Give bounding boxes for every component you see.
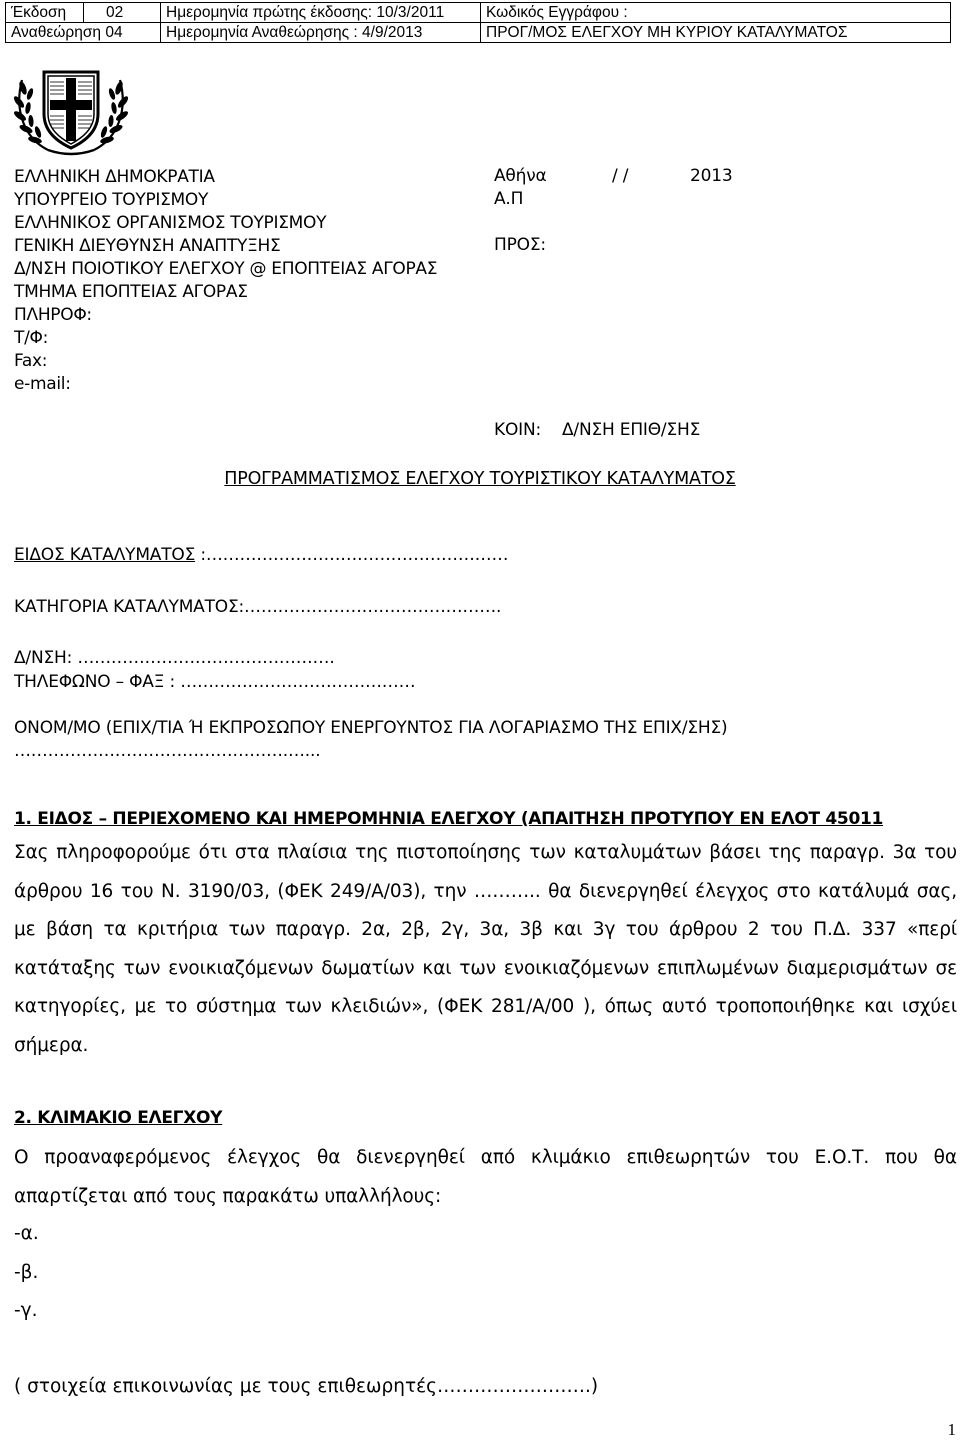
phone-fax-field: ΤΗΛΕΦΩΝΟ – ΦΑΞ : …………………………………… — [14, 672, 416, 692]
sender-line: ΓΕΝΙΚΗ ΔΙΕΥΘΥΝΣΗ ΑΝΑΠΤΥΞΗΣ — [14, 236, 281, 256]
header-row-2 — [6, 23, 951, 43]
cc-label: ΚΟΙΝ: — [494, 420, 541, 440]
address-field: Δ/ΝΣΗ: ………………………………………. — [14, 648, 335, 668]
section-2-heading: 2. ΚΛΙΜΑΚΙΟ ΕΛΕΓΧΟΥ — [14, 1108, 223, 1128]
to-label: ΠΡΟΣ: — [494, 235, 546, 255]
sender-line: ΤΜΗΜΑ ΕΠΟΠΤΕΙΑΣ ΑΓΟΡΑΣ — [14, 282, 248, 302]
sender-line: ΕΛΛΗΝΙΚΟΣ ΟΡΓΑΝΙΣΜΟΣ ΤΟΥΡΙΣΜΟΥ — [14, 213, 327, 233]
inspector-list — [14, 1215, 39, 1331]
cc-value: Δ/ΝΣΗ ΕΠΙΘ/ΣΗΣ — [562, 420, 701, 440]
date-place: Αθήνα — [494, 166, 547, 186]
inspector-item: -γ. — [14, 1300, 38, 1321]
edition-label: Έκδοση — [6, 3, 84, 23]
accommodation-type-label: ΕΙΔΟΣ ΚΑΤΑΛΥΜΑΤΟΣ — [14, 545, 196, 565]
page-number: 1 — [947, 1420, 956, 1439]
date-slashes: / / — [612, 166, 629, 186]
sender-line: Δ/ΝΣΗ ΠΟΙΟΤΙΚΟΥ ΕΛΕΓΧΟΥ @ ΕΠΟΠΤΕΙΑΣ ΑΓΟΡΑΣ — [14, 259, 438, 279]
accommodation-category-field: ΚΑΤΗΓΟΡΙΑ ΚΑΤΑΛΥΜΑΤΟΣ:………………………………………. — [14, 597, 502, 617]
document-code: Κωδικός Εγγράφου : — [481, 3, 951, 23]
header-row-1 — [6, 3, 951, 23]
sender-line: Τ/Φ: — [14, 328, 49, 348]
date-year: 2013 — [690, 166, 733, 186]
sender-line: ΥΠΟΥΡΓΕΙΟ ΤΟΥΡΙΣΜΟΥ — [14, 190, 209, 210]
owner-value: ………………………………………….…... — [14, 741, 321, 761]
inspector-item: -β. — [14, 1261, 39, 1283]
sender-block — [14, 166, 437, 396]
sender-line: e-mail: — [14, 374, 71, 394]
inspector-item: -α. — [14, 1223, 39, 1244]
sender-line: ΠΛΗΡΟΦ: — [14, 305, 92, 325]
protocol-number-label: Α.Π — [494, 189, 524, 209]
first-issue-date: Ημερομηνία πρώτης έκδοσης: 10/3/2011 — [161, 3, 481, 23]
revision-date: Ημερομηνία Αναθεώρησης : 4/9/2013 — [161, 23, 481, 43]
section-1-heading: 1. ΕΙΔΟΣ – ΠΕΡΙΕΧΟΜΕΝΟ ΚΑΙ ΗΜΕΡΟΜΗΝΙΑ ΕΛΕΓΧΟΥ (ΑΠΑΙΤΗΣΗ ΠΡΟΤΥΠΟΥ ΕΝ ΕΛΟΤ 45011 — [14, 809, 884, 829]
accommodation-type-field — [14, 545, 508, 565]
edition-number: 02 — [84, 3, 161, 23]
document-title-code: ΠΡΟΓ/ΜΟΣ ΕΛΕΓΧΟΥ ΜΗ ΚΥΡΙΟΥ ΚΑΤΑΛΥΜΑΤΟΣ — [481, 23, 951, 43]
section-2-body: Ο προαναφερόμενος έλεγχος θα διενεργηθεί από κλιμάκιο επιθεωρητών του Ε.Ο.Τ. που θα απαρτίζεται από τους παρακάτω υπαλλήλους: — [14, 1147, 957, 1207]
document-title: ΠΡΟΓΡΑΜΜΑΤΙΣΜΟΣ ΕΛΕΓΧΟΥ ΤΟΥΡΙΣΤΙΚΟΥ ΚΑΤΑΛΥΜΑΤΟΣ — [224, 469, 736, 489]
accommodation-type-value: :……………………………………………… — [195, 545, 509, 565]
revision-number: Αναθεώρηση 04 — [6, 23, 161, 43]
inspector-contacts: ( στοιχεία επικοινωνίας με τους επιθεωρητές…………………….) — [14, 1376, 599, 1397]
sender-line: Fax: — [14, 351, 48, 371]
sender-line: ΕΛΛΗΝΙΚΗ ΔΗΜΟΚΡΑΤΙΑ — [14, 167, 215, 187]
owner-label: ΟΝΟΜ/ΜΟ (ΕΠΙΧ/ΤΙΑ Ή ΕΚΠΡΟΣΩΠΟΥ ΕΝΕΡΓΟΥΝΤΟΣ ΓΙΑ ΛΟΓΑΡΙΑΣΜΟ ΤΗΣ ΕΠΙΧ/ΣΗΣ) — [14, 718, 728, 738]
document-control-header — [5, 2, 951, 43]
greek-coat-of-arms-icon — [10, 58, 132, 160]
section-1-body: Σας πληροφορούμε ότι στα πλαίσια της πιστοποίησης των καταλυμάτων βάσει της παραγρ. 3α του άρθρου 16 του Ν. 3190/03, (ΦΕΚ 249/Α/03), την ……….. θα διενεργηθεί έλεγχος στο κατάλυμά σας, με βάση τα κριτήρια των παραγρ. 2α, 2β, 2γ, 3α, 3β και 3γ του άρθρου 2 του Π.Δ. 337 «περί κατάταξης των ενοικιαζόμενων δωματίων και των ενοικιαζόμενων επιπλωμένων διαμερισμάτων σε κατηγορίες, με το σύστημα των κλειδιών», (ΦΕΚ 281/Α/00 ), όπως αυτό τροποποιήθηκε και ισχύει σήμερα. — [14, 842, 957, 1056]
